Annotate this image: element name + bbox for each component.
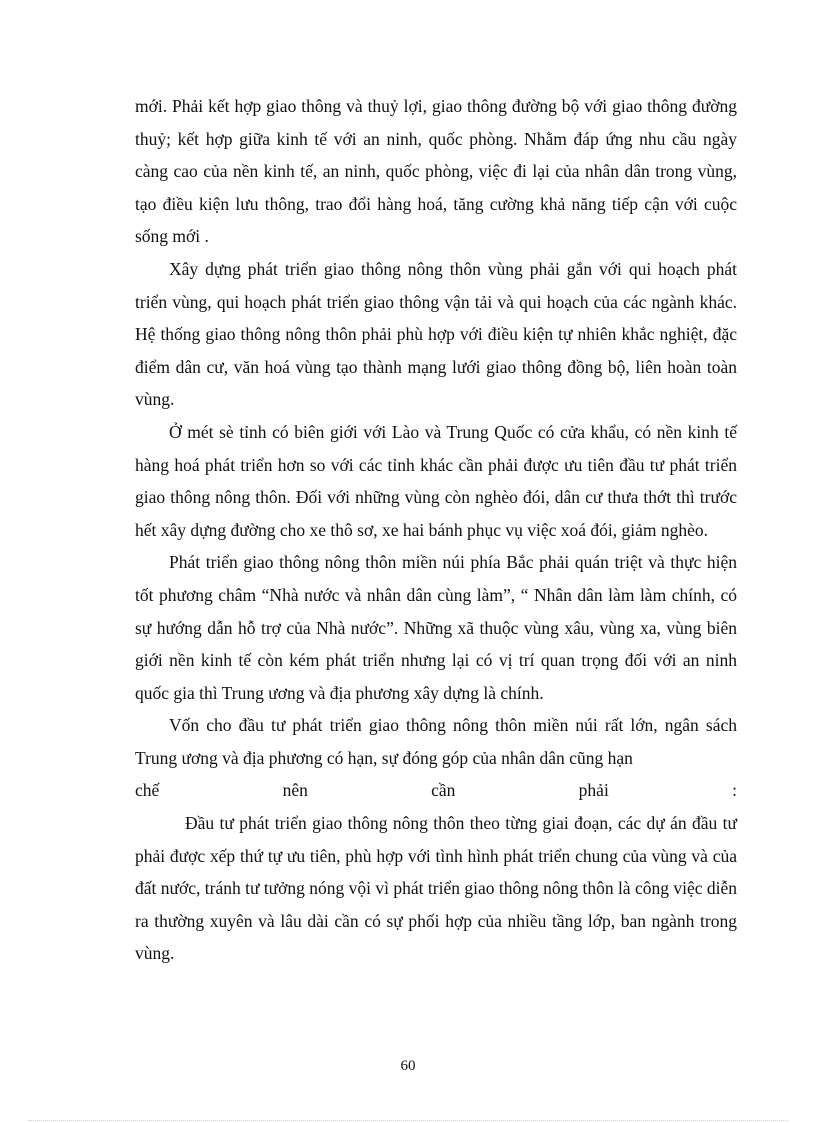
paragraph-capital: Vốn cho đầu tư phát triển giao thông nông thôn miền núi rất lớn, ngân sách Trung ương và địa phương có hạn, sự đóng góp của nhân dân cũng hạn <box>135 715 737 768</box>
split-word: chế <box>135 780 160 801</box>
paragraph-motto: Phát triển giao thông nông thôn miền núi phía Bắc phải quán triệt và thực hiện tốt phương châm “Nhà nước và nhân dân cùng làm”, “ Nhân dân làm làm chính, có sự hướng dẫn hỗ trợ của Nhà nước”. Những xã thuộc vùng xâu, vùng xa, vùng biên giới nền kinh tế còn kém phát triển nhưng lại có vị trí quan trọng đối với an ninh quốc gia thì Trung ương và địa phương xây dựng là chính. <box>135 552 737 703</box>
split-word: nên <box>282 780 308 801</box>
paragraph-investment: Đầu tư phát triển giao thông nông thôn theo từng giai đoạn, các dự án đầu tư phải được xếp thứ tự ưu tiên, phù hợp với tình hình phát triển chung của vùng và của đất nước, tránh tư tưởng nóng vội vì phát triển giao thông nông thôn là công việc diễn ra thường xuyên và lâu dài cần có sự phối hợp của nhiều tầng lớp, ban ngành trong vùng. <box>135 813 737 964</box>
paragraph-border-provinces: Ở mét sè tỉnh có biên giới với Lào và Trung Quốc có cửa khẩu, có nền kinh tế hàng hoá phát triển hơn so với các tỉnh khác cần phải được ưu tiên đầu tư phát triển giao thông nông thôn. Đối với những vùng còn nghèo đói, dân cư thưa thớt thì trước hết xây dựng đường cho xe thô sơ, xe hai bánh phục vụ việc xoá đói, giảm nghèo. <box>135 421 737 540</box>
body-text <box>135 90 737 970</box>
paragraph-continuation: mới. Phải kết hợp giao thông và thuỷ lợi, giao thông đường bộ với giao thông đường thuỷ; kết hợp giữa kinh tế với an ninh, quốc phòng. Nhằm đáp ứng nhu cầu ngày càng cao của nền kinh tế, an ninh, quốc phòng, việc đi lại của nhân dân trong vùng, tạo điều kiện lưu thông, trao đổi hàng hoá, tăng cường khả năng tiếp cận với cuộc sống mới . <box>135 96 737 247</box>
justified-split-line <box>135 774 737 807</box>
split-word: : <box>732 780 737 801</box>
split-word: phải <box>578 780 609 801</box>
paragraph-planning: Xây dựng phát triển giao thông nông thôn vùng phải gắn với qui hoạch phát triển vùng, qui hoạch phát triển giao thông vận tải và qui hoạch của các ngành khác. Hệ thống giao thông nông thôn phải phù hợp với điều kiện tự nhiên khắc nghiệt, đặc điểm dân cư, văn hoá vùng tạo thành mạng lưới giao thông đồng bộ, liên hoàn toàn vùng. <box>135 258 737 410</box>
page-number: 60 <box>400 1058 416 1074</box>
footer-divider <box>28 1120 788 1121</box>
split-word: cần <box>431 780 456 801</box>
